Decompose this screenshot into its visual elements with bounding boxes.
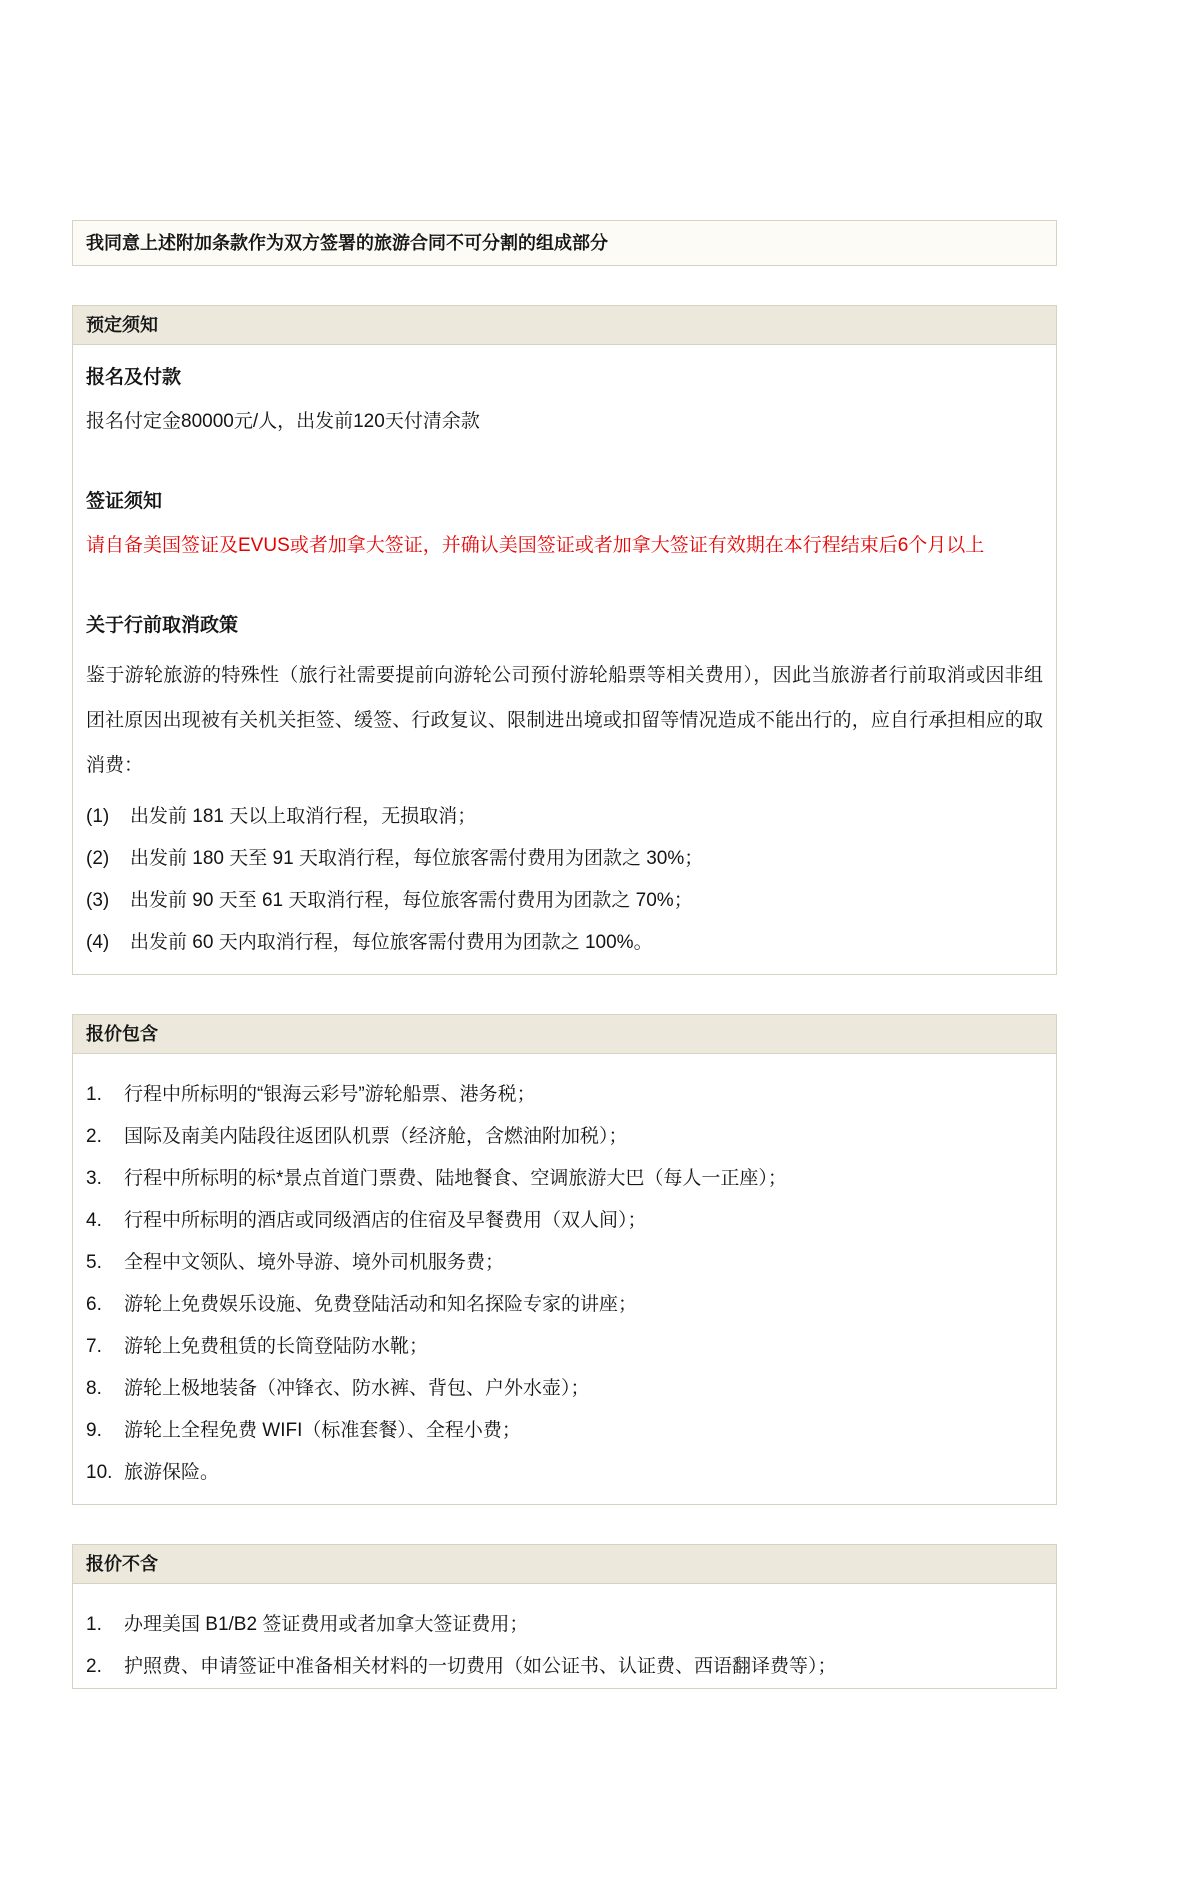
list-item-text: 行程中所标明的酒店或同级酒店的住宿及早餐费用（双人间）； (124, 1210, 647, 1231)
list-item-number: 1. (86, 1084, 102, 1105)
cancel-policy-heading: 关于行前取消政策 (86, 615, 239, 636)
agreement-statement-box (72, 220, 1057, 266)
list-item-text: 全程中文领队、境外导游、境外司机服务费； (124, 1252, 505, 1273)
list-item-number: 10. (86, 1462, 113, 1483)
list-item-text: 游轮上极地装备（冲锋衣、防水裤、背包、户外水壶）； (124, 1378, 590, 1399)
list-item (86, 1124, 1043, 1150)
cancel-policy-list (86, 804, 1043, 956)
list-item (86, 804, 1043, 830)
booking-notice-body (73, 345, 1056, 974)
list-item-number: 2. (86, 1126, 102, 1147)
list-item-text: 游轮上免费租赁的长筒登陆防水靴； (124, 1336, 429, 1357)
visa-heading: 签证须知 (86, 491, 163, 512)
list-item-text: 国际及南美内陆段往返团队机票（经济舱，含燃油附加税）； (124, 1126, 628, 1147)
list-item (86, 1418, 1043, 1444)
list-item-text: 行程中所标明的标*景点首道门票费、陆地餐食、空调旅游大巴（每人一正座）； (124, 1168, 787, 1189)
price-included-header: 报价包含 (73, 1015, 1056, 1054)
list-item (86, 888, 1043, 914)
payment-heading: 报名及付款 (86, 367, 182, 388)
list-item (86, 1292, 1043, 1318)
section-price-excluded (72, 1544, 1057, 1689)
list-item (86, 1250, 1043, 1276)
list-item-number: 5. (86, 1252, 102, 1273)
list-item-text: 旅游保险。 (124, 1462, 220, 1483)
list-item (86, 1208, 1043, 1234)
list-item-number: 8. (86, 1378, 102, 1399)
list-item-text: 办理美国 B1/B2 签证费用或者加拿大签证费用； (124, 1614, 529, 1635)
list-item-text: 出发前 180 天至 91 天取消行程，每位旅客需付费用为团款之 30%； (130, 848, 704, 869)
price-included-list (86, 1082, 1043, 1486)
cancel-policy-intro: 鉴于游轮旅游的特殊性（旅行社需要提前向游轮公司预付游轮船票等相关费用），因此当旅游者行前取消或因非组团社原因出现被有关机关拒签、缓签、行政复议、限制进出境或扣留等情况造成不能出行的，应自行承担相应的取消费： (86, 665, 1043, 776)
price-included-body (73, 1054, 1056, 1504)
list-item (86, 846, 1043, 872)
list-item-number: (1) (86, 806, 110, 827)
list-item-number: (4) (86, 932, 110, 953)
list-item (86, 1460, 1043, 1486)
list-item-text: 游轮上免费娱乐设施、免费登陆活动和知名探险专家的讲座； (124, 1294, 638, 1315)
price-excluded-header: 报价不含 (73, 1545, 1056, 1584)
price-excluded-list (86, 1612, 1043, 1680)
payment-text: 报名付定金80000元/人，出发前120天付清余款 (86, 411, 480, 432)
list-item (86, 1334, 1043, 1360)
price-excluded-body (73, 1584, 1056, 1688)
list-item-text: 出发前 60 天内取消行程，每位旅客需付费用为团款之 100%。 (130, 932, 653, 953)
list-item-number: 7. (86, 1336, 102, 1357)
list-item-number: 9. (86, 1420, 102, 1441)
list-item (86, 1082, 1043, 1108)
section-booking-notice (72, 305, 1057, 975)
list-item-number: 6. (86, 1294, 102, 1315)
list-item-text: 出发前 181 天以上取消行程，无损取消； (130, 806, 477, 827)
list-item (86, 1612, 1043, 1638)
visa-warning-text: 请自备美国签证及EVUS或者加拿大签证，并确认美国签证或者加拿大签证有效期在本行程结束后6个月以上 (86, 535, 985, 556)
list-item-text: 出发前 90 天至 61 天取消行程，每位旅客需付费用为团款之 70%； (130, 890, 693, 911)
list-item (86, 930, 1043, 956)
document-page (72, 220, 1057, 1689)
agreement-text: 我同意上述附加条款作为双方签署的旅游合同不可分割的组成部分 (86, 233, 608, 253)
list-item-number: (3) (86, 890, 110, 911)
section-price-included (72, 1014, 1057, 1505)
list-item (86, 1654, 1043, 1680)
list-item-text: 行程中所标明的“银海云彩号”游轮船票、港务税； (124, 1084, 536, 1105)
list-item-number: 2. (86, 1656, 102, 1677)
list-item (86, 1376, 1043, 1402)
list-item-text: 护照费、申请签证中准备相关材料的一切费用（如公证书、认证费、西语翻译费等）； (124, 1656, 837, 1677)
list-item (86, 1166, 1043, 1192)
list-item-number: 3. (86, 1168, 102, 1189)
list-item-number: (2) (86, 848, 110, 869)
booking-notice-header: 预定须知 (73, 306, 1056, 345)
list-item-number: 1. (86, 1614, 102, 1635)
list-item-number: 4. (86, 1210, 102, 1231)
list-item-text: 游轮上全程免费 WIFI（标准套餐）、全程小费； (124, 1420, 521, 1441)
